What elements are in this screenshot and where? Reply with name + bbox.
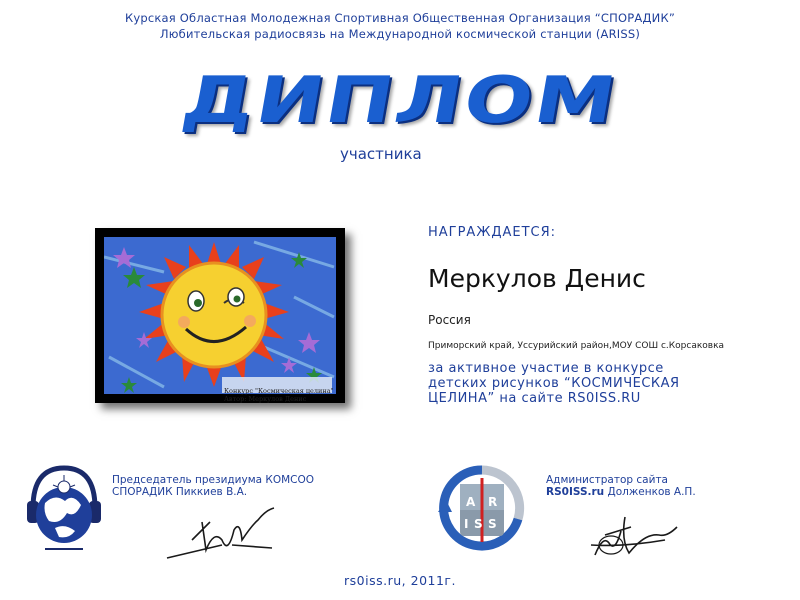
left-signatory-line-1: Председатель президиума КОМСОО <box>112 474 315 486</box>
recipient-school: Приморский край, Уссурийский район,МОУ СОШ с.Корсаковка <box>428 341 725 351</box>
right-signatory-site: RS0ISS.ru <box>546 486 605 498</box>
award-reason <box>428 361 768 406</box>
organization-line-1: Курская Областная Молодежная Спортивная Общественная Организация “СПОРАДИК” <box>125 11 675 25</box>
sporadik-globe-logo <box>25 463 103 555</box>
globe-headphones-icon <box>25 463 103 555</box>
diploma-title: ДИПЛОМ <box>176 64 624 138</box>
left-signatory-title <box>112 474 382 498</box>
footer-text: rs0iss.ru, 2011г. <box>344 573 456 588</box>
right-signatory-title <box>546 474 786 498</box>
organization-line-2: Любительская радиосвязь на Международной космической станции (ARISS) <box>159 27 641 41</box>
award-reason-line-3: ЦЕЛИНА” на сайте RS0ISS.RU <box>428 391 641 406</box>
right-signatory-line-2 <box>546 486 786 498</box>
left-signatory-line-2: СПОРАДИК Пиккиев В.А. <box>112 486 248 498</box>
drawing-caption <box>224 387 334 403</box>
award-reason-line-2: детских рисунков “КОСМИЧЕСКАЯ <box>428 376 680 391</box>
ariss-letter-s2: S <box>488 517 497 531</box>
recipient-name: Меркулов Денис <box>428 264 646 293</box>
right-signatory-name: Долженков А.П. <box>604 486 696 498</box>
ariss-logo <box>432 464 532 554</box>
ariss-letter-r: R <box>488 495 498 509</box>
drawing-caption-line-1: Конкурс "Космическая целина" <box>224 387 334 395</box>
awarded-label: НАГРАЖДАЕТСЯ: <box>428 225 557 240</box>
right-signatory-line-1: Администратор сайта <box>546 474 668 486</box>
left-signature <box>162 500 292 565</box>
award-reason-line-1: за активное участие в конкурсе <box>428 361 664 376</box>
right-signature <box>585 505 695 565</box>
ariss-emblem-icon <box>432 464 532 554</box>
drawing-caption-line-2: Автор: Меркулов Денис <box>224 395 307 403</box>
diploma-subtitle: участника <box>340 145 422 163</box>
ariss-letter-s1: S <box>474 517 483 531</box>
drawing-frame <box>95 228 345 403</box>
ariss-letter-i: I <box>464 517 469 531</box>
sun-drawing-image <box>104 237 336 394</box>
recipient-country: Россия <box>428 313 471 327</box>
child-drawing <box>104 237 336 403</box>
ariss-letter-a: A <box>466 495 476 509</box>
